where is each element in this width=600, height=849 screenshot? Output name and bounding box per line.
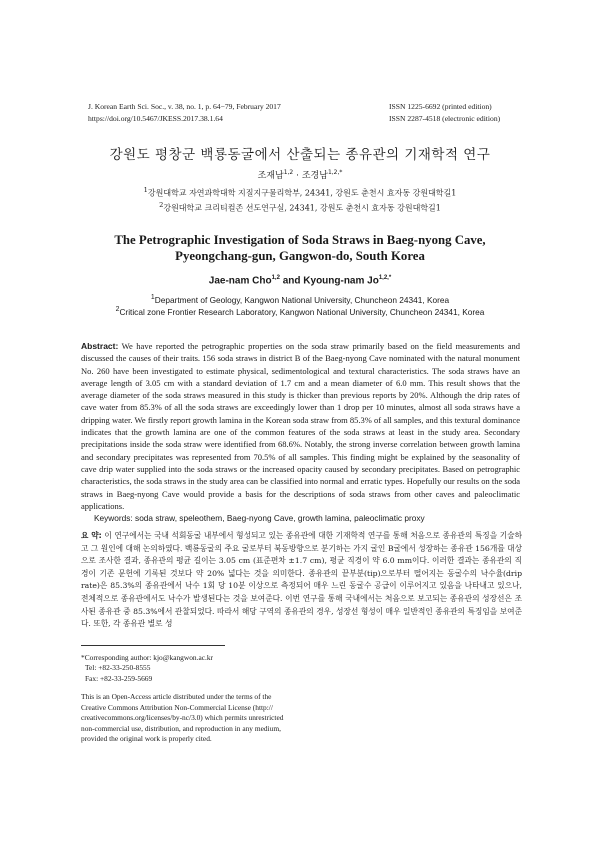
journal-citation: J. Korean Earth Sci. Soc., v. 38, no. 1, p. 64−79, February 2017 (88, 102, 281, 111)
english-affiliation-1 (0, 294, 600, 305)
keywords-text: soda straw, speleothem, Baeg-nyong Cave, growth lamina, paleoclimatic proxy (132, 513, 425, 523)
korean-abstract (81, 530, 522, 631)
english-author-2: Kyoung-nam Jo (303, 275, 379, 287)
license-line: provided the original work is properly cited. (81, 734, 212, 744)
correspondence (81, 653, 213, 684)
korean-affiliation-2 (0, 201, 600, 214)
english-title-line-2: Pyeongchang-gun, Gangwon-do, South Korea (175, 248, 425, 263)
korean-author-2: 조경남 (301, 171, 328, 181)
corresponding-tel: Tel: +82-33-250-8555 (85, 663, 151, 673)
corresponding-fax: Fax: +82-33-259-5669 (85, 673, 153, 683)
korean-author-1-sup: 1,2 (283, 169, 294, 176)
issn-electronic: ISSN 2287-4518 (electronic edition) (389, 113, 501, 123)
english-title (0, 233, 600, 264)
english-aff1-text: Department of Geology, Kangwon National University, Chuncheon 24341, Korea (154, 294, 450, 305)
issn-print: ISSN 1225-6692 (printed edition) (389, 102, 492, 111)
keywords-label: Keywords: (94, 513, 133, 523)
korean-authors (0, 168, 600, 181)
korean-affiliation-1 (0, 186, 600, 199)
english-author-2-sup: 1,2,* (378, 275, 392, 281)
doi-link[interactable]: https://doi.org/10.5467/JKESS.2017.38.1.64 (88, 113, 223, 123)
korean-aff1-sup: 1 (143, 186, 148, 194)
korean-aff2-sup: 2 (159, 201, 164, 209)
korean-abstract-text: 이 연구에서는 국내 석회동굴 내부에서 형성되고 있는 종유관에 대한 기재학적 연구를 통해 처음으로 종유관의 특징을 기술하고 그 원인에 대해 논의하였다. 백룡동굴의 주요 굴로부터 북동방향으로 분기하는 가지 굴인 B굴에서 성장하는 종유관 156개를 대상으로 조사한 결과, 종유관의 평균 길이는 3.05 cm (표준편차 ±1.7 cm), 평균 직경이 약 6.0 mm이다. 이러한 결과는 종유관의 직경이 기존 문헌에 기록된 것보다 약 20% 넓다는 것을 의미한다. 종유관의 끝부분(tip)으로부터 떨어지는 동굴수의 낙수율(drip rate)은 85.3%의 종유관에서 낙수 1회 당 10분 이상으로 측정되어 매우 느린 동굴수 공급이 이루어지고 있음을 나타내고 있으나, 전체적으로 종유관에서도 낙수가 발생된다는 것을 보여준다. 이번 연구를 통해 국내에서는 처음으로 보고되는 종유관의 성장선은 조사된 종유관 중 85.3%에서 관찰되었다. 따라서 해당 구역의 종유관의 경우, 성장선 형성이 매우 일반적인 종유관의 특징임을 보여준다. 또한, 각 종유관 별로 성 (81, 531, 522, 629)
issn-header (389, 101, 500, 124)
english-aff2-text: Critical zone Frontier Research Laboratory, Kangwon National University, Chuncheon 24341, Korea (119, 306, 485, 317)
license-notice (81, 692, 284, 745)
license-line: non-commercial use, distribution, and reproduction in any medium, (81, 723, 281, 733)
korean-author-1: 조재남 (257, 171, 284, 181)
abstract-label: Abstract: (81, 341, 119, 351)
journal-header (88, 101, 281, 124)
footnote-divider (81, 645, 225, 646)
korean-title: 강원도 평창군 백룡동굴에서 산출되는 종유관의 기재학적 연구 (109, 147, 491, 163)
english-author-1: Jae-nam Cho (208, 275, 272, 287)
english-title-line-1: The Petrographic Investigation of Soda Straws in Baeg-nyong Cave, (114, 233, 486, 247)
abstract-text: We have reported the petrographic properties on the soda straw primarily based on the field measurements and discussed the causes of their traits. 156 soda straws in district B of the Baeg-nyong Cave nominated with the natural monument No. 260 have been investigated to estimate physical, sedimentological and textural characteristics. The soda straws have an average length of 3.05 cm with a standard deviation of 1.7 cm and a mean diameter of 6.0 mm. This result shows that the average diameter of the soda straws measured in this study is thicker than previous reports by 20%. Although the drip rates of cave water from 85.3% of all the soda straws are exceedingly lower than 1 drop per 10 minutes, almost all soda straws have a dripping water. We firstly report growth lamina in the Korean soda straw from 85.3% of all samples, and this textural dominance indicates that the growth lamina are one of the common features of the soda straws at least in the study area. Secondary precipitations inside the soda straw were identified from 68.6%. Notably, the strong inverse correlation between growth lamina and secondary precipitates was represented from 70.5% of all samples. This finding might be explained by the seasonality of cave drip water supplied into the soda straws or the increased opacity caused by secondary precipitates. Based on petrographic characteristics, the soda straws in the study area can be classified into normal and erratic types. Hopefully our results on the soda straws in Baeg-nyong Cave would provide a basis for the descriptions of soda straws from other caves and paleoclimatic applications. (81, 341, 520, 511)
english-aff1-sup: 1 (150, 294, 155, 301)
license-line: Creative Commons Attribution Non-Commercial License (http:// (81, 702, 273, 712)
korean-aff2-text: 강원대학교 크리티컬존 선도연구실, 24341, 강원도 춘천시 효자동 강원대학길1 (163, 203, 441, 213)
abstract (81, 340, 520, 512)
author-and: and (279, 275, 304, 287)
english-authors (0, 275, 600, 286)
korean-author-2-sup: 1,2,* (327, 169, 343, 176)
english-affiliation-2 (0, 306, 600, 317)
license-line: This is an Open-Access article distributed under the terms of the (81, 692, 272, 701)
corresponding-author: *Corresponding author: kjo@kangwon.ac.kr (81, 653, 214, 662)
keywords (94, 513, 524, 523)
korean-abstract-label: 요 약: (81, 531, 102, 540)
english-author-1-sup: 1,2 (271, 275, 280, 281)
author-separator: · (293, 171, 302, 181)
license-line: creativecommons.org/licenses/by-nc/3.0) which permits unrestricted (81, 713, 284, 723)
english-aff2-sup: 2 (115, 306, 120, 313)
korean-aff1-text: 강원대학교 자연과학대학 지질지구물리학부, 24341, 강원도 춘천시 효자동 강원대학길1 (147, 188, 457, 198)
